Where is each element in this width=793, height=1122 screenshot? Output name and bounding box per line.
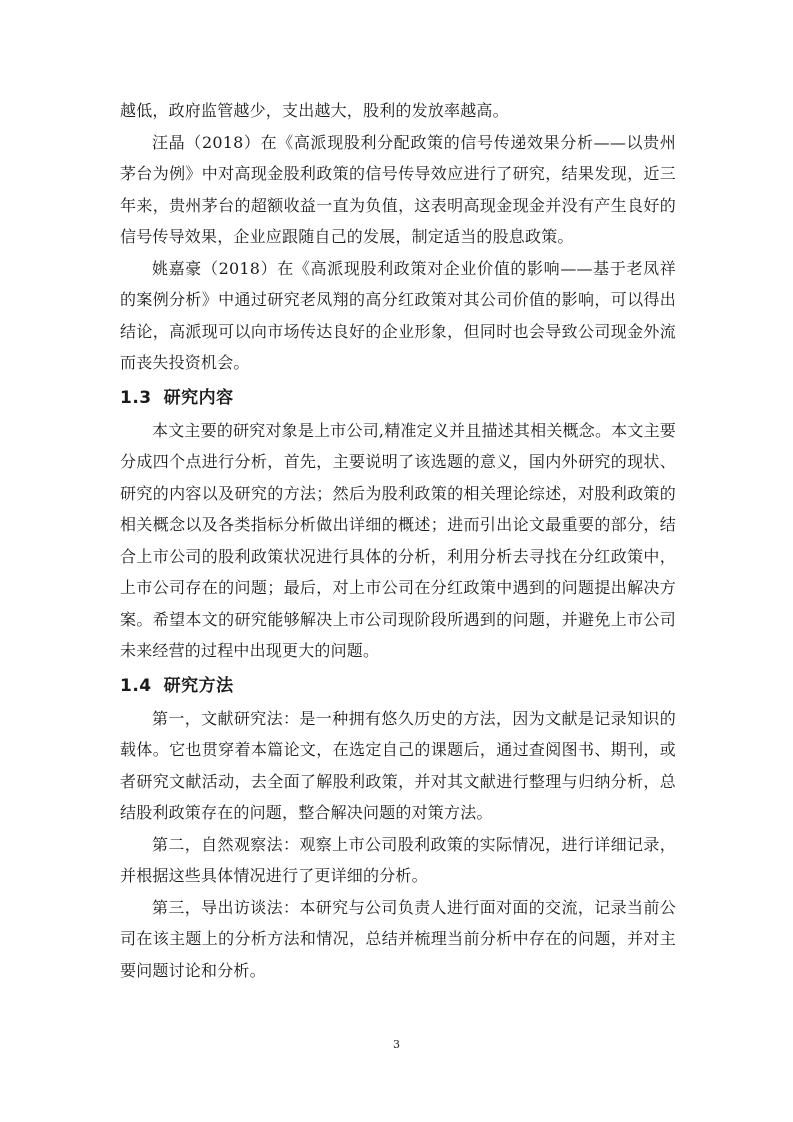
paragraph-yao-jiahao: 姚嘉豪（2018）在《高派现股利政策对企业价值的影响——基于老凤祥的案例分析》中通过研究老凤翔的高分红政策对其公司价值的影响，可以得出结论，高派现可以向市场传达良好的企业形象，但同时也会导致公司现金外流而丧失投资机会。 xyxy=(120,258,676,372)
paragraph-method-literature: 第一，文献研究法：是一种拥有悠久历史的方法，因为文献是记录知识的载体。它也贯穿着本篇论文，在选定自己的课题后，通过查阅图书、期刊，或者研究文献活动，去全面了解股利政策，并对其文献进行整理与归纳分析，总结股利政策存在的问题，整合解决问题的对策方法。 xyxy=(120,708,676,822)
page-number: 3 xyxy=(393,1038,400,1051)
section-heading-1-4 xyxy=(120,669,676,703)
paragraph-method-interview: 第三，导出访谈法：本研究与公司负责人进行面对面的交流，记录当前公司在该主题上的分析方法和情况，总结并梳理当前分析中存在的问题，并对主要问题讨论和分析。 xyxy=(120,897,676,980)
section-heading-1-3 xyxy=(120,381,676,415)
paragraph-research-content: 本文主要的研究对象是上市公司,精准定义并且描述其相关概念。本文主要分成四个点进行分析，首先，主要说明了该选题的意义，国内外研究的现状、研究的内容以及研究的方法；然后为股利政策的相关理论综述，对股利政策的相关概念以及各类指标分析做出详细的概述；进而引出论文最重要的部分，结合上市公司的股利政策状况进行具体的分析，利用分析去寻找在分红政策中，上市公司存在的问题；最后，对上市公司在分红政策中遇到的问题提出解决方案。希望本文的研究能够解决上市公司现阶段所遇到的问题，并避免上市公司未来经营的过程中出现更大的问题。 xyxy=(120,420,676,660)
section-title: 研究方法 xyxy=(163,675,234,696)
page-body xyxy=(120,95,676,986)
section-number: 1.4 xyxy=(120,675,152,696)
section-title: 研究内容 xyxy=(163,387,234,408)
paragraph-continued: 越低，政府监管越少，支出越大，股利的发放率越高。 xyxy=(120,101,509,120)
section-number: 1.3 xyxy=(120,387,152,408)
paragraph-method-observation: 第二，自然观察法：观察上市公司股利政策的实际情况，进行详细记录，并根据这些具体情况进行了更详细的分析。 xyxy=(120,834,676,885)
paragraph-wang-jing: 汪晶（2018）在《高派现股利分配政策的信号传递效果分析——以贵州茅台为例》中对高现金股利政策的信号传导效应进行了研究，结果发现，近三年来，贵州茅台的超额收益一直为负值，这表明高现金现金并没有产生良好的信号传导效果，企业应跟随自己的发展，制定适当的股息政策。 xyxy=(120,132,676,246)
